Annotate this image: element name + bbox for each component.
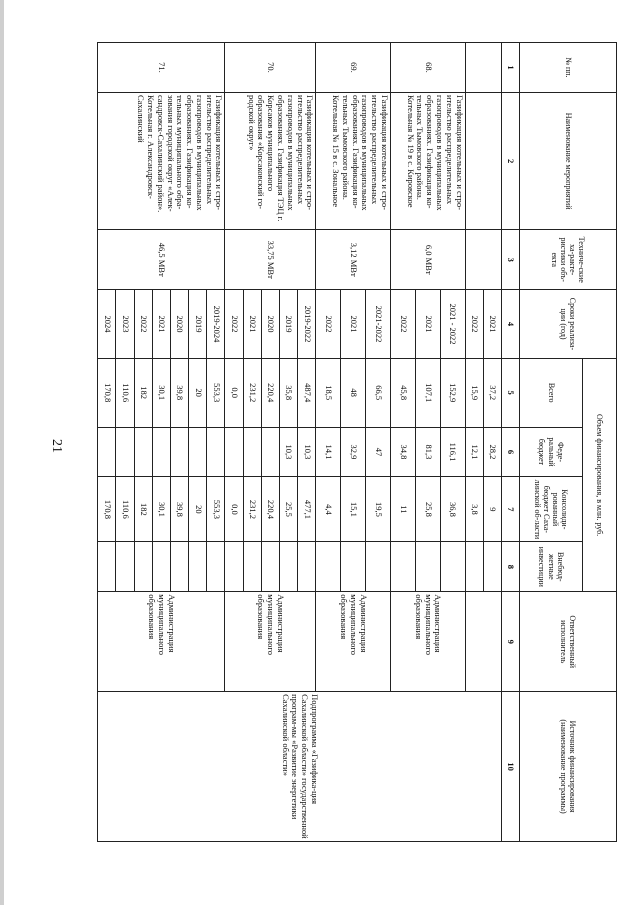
- cell-federal: 47: [366, 427, 391, 477]
- cell-total: 182: [134, 358, 152, 427]
- cell-federal: 81,3: [415, 427, 440, 477]
- cell-consolidated: 182: [134, 477, 152, 542]
- cell-consolidated: 25,5: [279, 477, 297, 542]
- header-volume: Объем финансирования, в млн. руб.: [583, 358, 617, 591]
- cell-consolidated: 0,0: [225, 477, 243, 542]
- cell-year: 2021: [243, 290, 261, 359]
- cell-extra: [116, 542, 134, 592]
- cell-federal: 32,9: [341, 427, 366, 477]
- cell-extra: [225, 542, 243, 592]
- cell-consolidated: 3,8: [465, 477, 483, 542]
- cell-consolidated: 231,2: [243, 477, 261, 542]
- cell-consolidated: 4,4: [316, 477, 341, 542]
- cell-consolidated: 39,8: [170, 477, 188, 542]
- cell-total: 20: [189, 358, 207, 427]
- cell-extra: [483, 542, 501, 592]
- cell-extra: [298, 542, 316, 592]
- scan-edge: [0, 0, 4, 905]
- item-name: Газификация котельных и стро-ительство распределительных газопроводов в муниципальных образованиях. Газификация ко-тельных Тымовского района. Котельная № 19 в с. Кировское: [390, 92, 465, 229]
- item-tech: 6,0 МВт: [390, 230, 465, 290]
- item-number: 71.: [98, 43, 225, 93]
- cell-federal: 10,3: [298, 427, 316, 477]
- cell-consolidated: 19,5: [366, 477, 391, 542]
- header-source: Источник финансирования (наименование программы): [520, 692, 617, 842]
- cell-total: 170,8: [98, 358, 116, 427]
- header-name: Наименование мероприятий: [520, 92, 617, 229]
- cell-federal: 12,1: [465, 427, 483, 477]
- cell-consolidated: 170,8: [98, 477, 116, 542]
- item-executor: Администрация муниципального образования: [316, 592, 391, 692]
- cell-year: 2021: [483, 290, 501, 359]
- item-number: 70.: [225, 43, 316, 93]
- cell-year: 2020: [261, 290, 279, 359]
- cell-consolidated: 553,3: [207, 477, 225, 542]
- header-total: Всего: [520, 358, 583, 427]
- column-number: 7: [501, 477, 519, 542]
- item-executor: Администрация муниципального образования: [390, 592, 465, 692]
- cell-year: 2019: [189, 290, 207, 359]
- item-name: Газификация котельных и стро-ительство распределительных газопроводов в муниципальных образованиях. Газификация ко-тельных муниципального обра-зования городской округ «Алек-сандровск-Сахалинский район». Котельная г. Александровск-Сахалинский: [98, 92, 225, 229]
- column-number: 10: [501, 692, 519, 842]
- rotated-table-container: [97, 42, 617, 842]
- cell-federal: 10,3: [279, 427, 297, 477]
- cell-extra: [152, 542, 170, 592]
- cell-extra: [170, 542, 188, 592]
- cell-consolidated: 15,1: [341, 477, 366, 542]
- cell-extra: [207, 542, 225, 592]
- cell-year: 2022: [465, 290, 483, 359]
- cell-federal: 116,1: [440, 427, 465, 477]
- page-number: 21: [49, 439, 64, 453]
- cell-year: 2022: [134, 290, 152, 359]
- cell-extra: [189, 542, 207, 592]
- cell-consolidated: 11: [390, 477, 415, 542]
- column-number: 3: [501, 230, 519, 290]
- cell-total: 48: [341, 358, 366, 427]
- cell-extra: [440, 542, 465, 592]
- cell-year: 2021: [152, 290, 170, 359]
- cell-federal: [116, 427, 134, 477]
- cell-total: 66,5: [366, 358, 391, 427]
- cell-year: 2019-2024: [207, 290, 225, 359]
- cell-federal: [225, 427, 243, 477]
- cell-federal: [261, 427, 279, 477]
- cell-federal: [152, 427, 170, 477]
- cell-extra: [366, 542, 391, 592]
- column-number: 5: [501, 358, 519, 427]
- cell-total: 152,9: [440, 358, 465, 427]
- cell-total: 35,8: [279, 358, 297, 427]
- cell-total: 107,1: [415, 358, 440, 427]
- cell-extra: [341, 542, 366, 592]
- item-tech: 3,12 МВт: [316, 230, 391, 290]
- cell-year: 2022: [390, 290, 415, 359]
- cell-year: 2022: [225, 290, 243, 359]
- header-federal: Феде-ральный бюджет: [520, 427, 583, 477]
- cell-tech: [465, 230, 501, 290]
- cell-year: 2023: [116, 290, 134, 359]
- cell-total: 15,9: [465, 358, 483, 427]
- item-name: Газификация котельных и стро-ительство распределительных газопроводов в муниципальных образованиях. Газификация ко-тельных Тымовского района. Котельная № 15 в с. Зональное: [316, 92, 391, 229]
- cell-consolidated: 110,6: [116, 477, 134, 542]
- header-no: № пп.: [520, 43, 617, 93]
- cell-consolidated: 25,8: [415, 477, 440, 542]
- cell-total: 487,4: [298, 358, 316, 427]
- cell-year: 2020: [170, 290, 188, 359]
- cell-year: 2021 - 2022: [440, 290, 465, 359]
- cell-total: 110,6: [116, 358, 134, 427]
- cell-total: 45,8: [390, 358, 415, 427]
- header-tech: Техниче-ские ха-ракте-ристики объ-екта: [520, 230, 617, 290]
- cell-total: 39,8: [170, 358, 188, 427]
- item-name: Газификация котельных и стро-ительство распределительных газопроводов в муниципальных образованиях. Газификация ТЭЦ г. Корсаков муниципального образования «Корсаковский го-родской округ»: [225, 92, 316, 229]
- cell-name: [465, 92, 501, 229]
- cell-extra: [243, 542, 261, 592]
- cell-federal: 28,2: [483, 427, 501, 477]
- cell-total: 18,5: [316, 358, 341, 427]
- cell-extra: [279, 542, 297, 592]
- item-number: 69.: [316, 43, 391, 93]
- cell-federal: [243, 427, 261, 477]
- cell-extra: [98, 542, 116, 592]
- cell-extra: [134, 542, 152, 592]
- cell-consolidated: 20: [189, 477, 207, 542]
- cell-consolidated: 220,4: [261, 477, 279, 542]
- cell-total: 231,2: [243, 358, 261, 427]
- cell-year: 2022: [316, 290, 341, 359]
- header-terms: Сроки реализа-ции (год): [520, 290, 617, 359]
- cell-year: 2021: [341, 290, 366, 359]
- cell-federal: 34,8: [390, 427, 415, 477]
- cell-extra: [415, 542, 440, 592]
- item-executor: Администрация муниципального образования: [98, 592, 225, 692]
- item-tech: 33,75 МВт: [225, 230, 316, 290]
- header-consolidated: Консолиди-рованный бюджет Саха-линской об-ласти: [520, 477, 583, 542]
- cell-extra: [316, 542, 341, 592]
- column-number: 9: [501, 592, 519, 692]
- header-executor: Ответственный исполнитель: [520, 592, 617, 692]
- cell-total: 553,3: [207, 358, 225, 427]
- item-executor: Администрация муниципального образования: [225, 592, 316, 692]
- column-number-row: [501, 43, 519, 842]
- cell-year: 2024: [98, 290, 116, 359]
- cell-federal: [189, 427, 207, 477]
- cell-federal: [207, 427, 225, 477]
- cell-year: 2019: [279, 290, 297, 359]
- header-extra: Внебюд-жетные инвестиции: [520, 542, 583, 592]
- cell-year: 2021-2022: [366, 290, 391, 359]
- cell-federal: 14,1: [316, 427, 341, 477]
- cell-federal: [134, 427, 152, 477]
- cell-federal: [170, 427, 188, 477]
- column-number: 8: [501, 542, 519, 592]
- cell-consolidated: 30,1: [152, 477, 170, 542]
- cell-consolidated: 9: [483, 477, 501, 542]
- column-number: 1: [501, 43, 519, 93]
- cell-total: 30,1: [152, 358, 170, 427]
- cell-total: 220,4: [261, 358, 279, 427]
- cell-extra: [465, 542, 483, 592]
- cell-no: [465, 43, 501, 93]
- cell-executor: [465, 592, 501, 692]
- cell-federal: [98, 427, 116, 477]
- financing-table: [97, 42, 617, 842]
- column-number: 2: [501, 92, 519, 229]
- column-number: 4: [501, 290, 519, 359]
- cell-source: Подпрограмма «Газифика-ция Сахалинской области» государственной програм-мы «Развитие энергетики Сахалинской области»: [98, 692, 502, 842]
- cell-extra: [390, 542, 415, 592]
- cell-year: 2021: [415, 290, 440, 359]
- cell-year: 2019-2022: [298, 290, 316, 359]
- cell-consolidated: 36,8: [440, 477, 465, 542]
- item-number: 68.: [390, 43, 465, 93]
- column-number: 6: [501, 427, 519, 477]
- cell-extra: [261, 542, 279, 592]
- cell-total: 37,2: [483, 358, 501, 427]
- item-tech: 46,5 МВт: [98, 230, 225, 290]
- cell-consolidated: 477,1: [298, 477, 316, 542]
- cell-total: 0,0: [225, 358, 243, 427]
- table-row: [483, 43, 501, 842]
